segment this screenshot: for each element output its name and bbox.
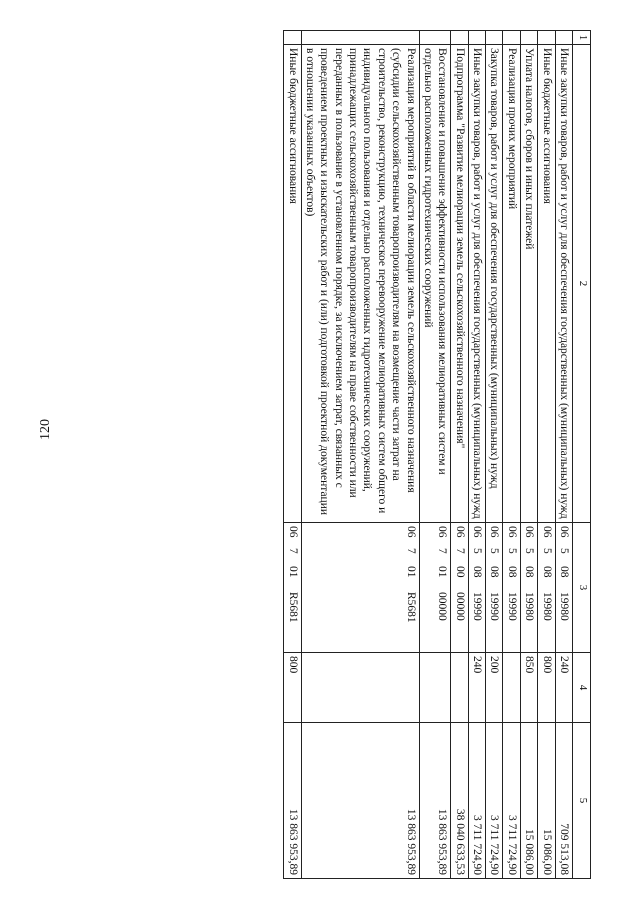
row-vr xyxy=(503,653,520,723)
col-header-2: 2 xyxy=(573,45,591,523)
table-row xyxy=(555,31,572,879)
code-part: 00 xyxy=(453,566,466,578)
page-number: 120 xyxy=(38,419,53,440)
row-amount: 13 863 953,89 xyxy=(301,723,419,879)
col-header-1: 1 xyxy=(573,31,591,45)
row-codes xyxy=(486,523,503,653)
row-name: Реализация прочих мероприятий xyxy=(503,45,520,523)
code-part: 5 xyxy=(471,548,484,554)
row-vr xyxy=(451,653,468,723)
code-part: 19990 xyxy=(505,592,518,621)
row-codes xyxy=(284,523,301,653)
row-vr: 200 xyxy=(486,653,503,723)
code-part: 5 xyxy=(488,548,501,554)
col-header-4: 4 xyxy=(573,653,591,723)
code-part: R5681 xyxy=(286,592,299,623)
row-amount: 13 863 953,89 xyxy=(284,723,301,879)
table-row xyxy=(301,31,419,879)
code-group xyxy=(435,526,449,649)
row-codes xyxy=(538,523,555,653)
code-group xyxy=(522,526,536,649)
row-name: Уплата налогов, сборов и иных платежей xyxy=(520,45,537,523)
row-vr: 240 xyxy=(555,653,572,723)
code-part: 06 xyxy=(453,526,466,538)
row-col1-cell xyxy=(419,31,451,45)
code-part: 7 xyxy=(286,548,299,554)
row-codes xyxy=(555,523,572,653)
row-codes xyxy=(468,523,485,653)
code-part: 06 xyxy=(523,526,536,538)
row-amount: 15 086,00 xyxy=(538,723,555,879)
code-part: 08 xyxy=(523,566,536,578)
code-part: 19980 xyxy=(540,592,553,621)
code-part: 00000 xyxy=(436,592,449,621)
table-row xyxy=(284,31,301,879)
row-col1-cell xyxy=(451,31,468,45)
row-col1-cell xyxy=(503,31,520,45)
table-row xyxy=(520,31,537,879)
code-part: 7 xyxy=(453,548,466,554)
row-codes xyxy=(451,523,468,653)
row-amount: 3 711 724,90 xyxy=(503,723,520,879)
code-part: 06 xyxy=(540,526,553,538)
row-vr: 800 xyxy=(538,653,555,723)
code-part: R5681 xyxy=(404,592,417,623)
code-part: 06 xyxy=(471,526,484,538)
code-group xyxy=(285,526,299,649)
row-amount: 38 040 633,53 xyxy=(451,723,468,879)
code-part: 5 xyxy=(540,548,553,554)
table-row xyxy=(451,31,468,879)
row-name: Закупка товаров, работ и услуг для обеспечения государственных (муниципальных) нужд xyxy=(486,45,503,523)
row-vr xyxy=(419,653,451,723)
table-body xyxy=(284,31,573,879)
table-row xyxy=(486,31,503,879)
code-part: 5 xyxy=(505,548,518,554)
code-part: 08 xyxy=(505,566,518,578)
row-col1-cell xyxy=(538,31,555,45)
code-part: 01 xyxy=(286,566,299,578)
code-part: 01 xyxy=(436,566,449,578)
code-part: 19980 xyxy=(558,592,570,621)
code-part: 19980 xyxy=(523,592,536,621)
row-col1-cell xyxy=(486,31,503,45)
code-part: 19990 xyxy=(471,592,484,621)
code-part: 5 xyxy=(558,548,570,554)
code-part: 08 xyxy=(471,566,484,578)
code-part: 08 xyxy=(488,566,501,578)
row-amount: 3 711 724,90 xyxy=(468,723,485,879)
code-part: 7 xyxy=(404,548,417,554)
row-col1-cell xyxy=(468,31,485,45)
row-codes xyxy=(419,523,451,653)
row-col1-cell xyxy=(301,31,419,45)
code-group xyxy=(557,526,571,649)
code-part: 06 xyxy=(558,526,570,538)
row-col1-cell xyxy=(555,31,572,45)
row-name: Подпрограмма "Развитие мелиорации земель сельскохозяйственного назначения" xyxy=(451,45,468,523)
row-vr: 800 xyxy=(284,653,301,723)
code-group xyxy=(539,526,553,649)
code-group xyxy=(505,526,519,649)
table-row xyxy=(468,31,485,879)
code-part: 06 xyxy=(286,526,299,538)
table-row xyxy=(538,31,555,879)
row-vr xyxy=(301,653,419,723)
code-part: 06 xyxy=(488,526,501,538)
code-part: 06 xyxy=(436,526,449,538)
row-name: Восстановление и повышение эффективности использования мелиоративных систем и отдельно расположенных гидротехнических сооружений xyxy=(419,45,451,523)
row-amount: 709 513,08 xyxy=(555,723,572,879)
row-name: Иные закупки товаров, работ и услуг для обеспечения государственных (муниципальных) нужд xyxy=(555,45,572,523)
row-amount: 3 711 724,90 xyxy=(486,723,503,879)
row-name: Реализация мероприятий в области мелиорации земель сельскохозяйственного назначения (субсидии сельскохозяйственным товаропроизводителям на возмещение части затрат на строительство, реконструкцию, техническое перевооружение мелиоративных систем общего и индивидуального пользования и отдельно расположенных гидротехнических сооружений, принадлежащих сельскохозяйственным товаропроизводителям на праве собственности или переданных в пользование в установленном порядке, за исключением затрат, связанных с проведением проектных и изыскательских работ и (или) подготовкой проектной документации в отношении указанных объектов) xyxy=(301,45,419,523)
rotated-page-content xyxy=(67,30,591,878)
row-vr: 240 xyxy=(468,653,485,723)
code-part: 06 xyxy=(505,526,518,538)
row-col1-cell xyxy=(284,31,301,45)
code-part: 5 xyxy=(523,548,536,554)
code-group xyxy=(470,526,484,649)
code-part: 7 xyxy=(436,548,449,554)
code-part: 00000 xyxy=(453,592,466,621)
table-row xyxy=(419,31,451,879)
code-group xyxy=(403,526,417,649)
row-name: Иные бюджетные ассигнования xyxy=(538,45,555,523)
row-amount: 13 863 953,89 xyxy=(419,723,451,879)
col-header-3: 3 xyxy=(573,523,591,653)
row-codes xyxy=(520,523,537,653)
table-row xyxy=(503,31,520,879)
code-part: 01 xyxy=(404,566,417,578)
row-amount: 15 086,00 xyxy=(520,723,537,879)
code-part: 08 xyxy=(540,566,553,578)
row-name: Иные бюджетные ассигнования xyxy=(284,45,301,523)
row-codes xyxy=(301,523,419,653)
budget-table xyxy=(283,30,591,879)
row-codes xyxy=(503,523,520,653)
row-col1-cell xyxy=(520,31,537,45)
code-part: 19990 xyxy=(488,592,501,621)
row-vr: 850 xyxy=(520,653,537,723)
col-header-5: 5 xyxy=(573,723,591,879)
code-group xyxy=(452,526,466,649)
code-part: 06 xyxy=(404,526,417,538)
header-row xyxy=(573,31,591,879)
code-group xyxy=(487,526,501,649)
row-name: Иные закупки товаров, работ и услуг для обеспечения государственных (муниципальных) нужд xyxy=(468,45,485,523)
code-part: 08 xyxy=(558,566,570,578)
